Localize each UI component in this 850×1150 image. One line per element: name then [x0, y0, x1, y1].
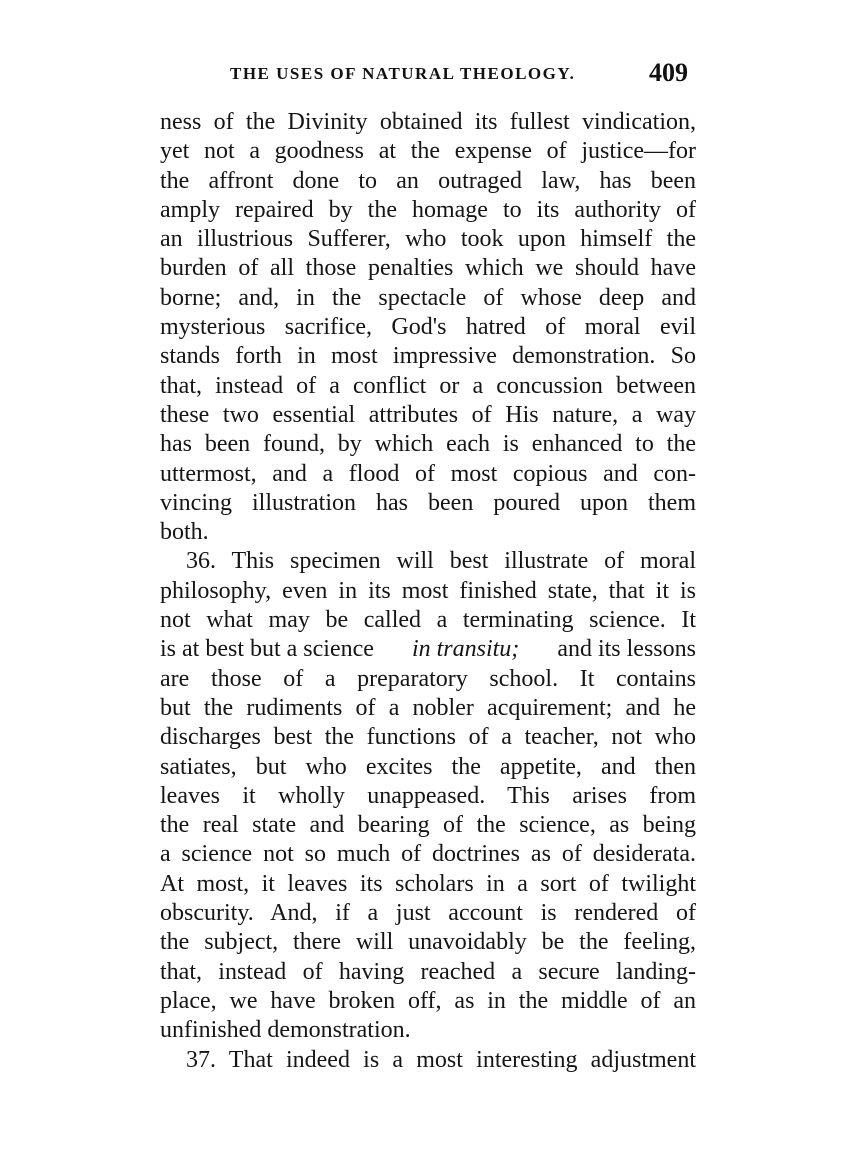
text-line: place, we have broken off, as in the middle of an — [160, 987, 696, 1014]
text-line: ness of the Divinity obtained its fullest vindication, — [160, 109, 696, 135]
text-line: both. — [160, 519, 209, 546]
text-line: an illustrious Sufferer, who took upon himself the — [160, 226, 696, 253]
text-line: are those of a preparatory school. It contains — [160, 665, 696, 692]
body-text — [160, 108, 696, 1075]
text-line: borne; and, in the spectacle of whose deep and — [160, 284, 696, 311]
text-line: philosophy, even in its most finished state, that it is — [160, 577, 696, 604]
text-line: discharges best the functions of a teacher, not who — [160, 724, 696, 751]
text-line: a science not so much of doctrines as of desiderata. — [160, 841, 696, 868]
paragraph-37-start: 37. That indeed is a most interesting adjustment — [186, 1046, 696, 1073]
text-line: leaves it wholly unappeased. This arises from — [160, 782, 696, 809]
text-line: mysterious sacrifice, God's hatred of moral evil — [160, 314, 696, 341]
text-line: amply repaired by the homage to its authority of — [160, 196, 696, 223]
text-line: the real state and bearing of the science, as being — [160, 812, 696, 839]
text-line: burden of all those penalties which we should have — [160, 255, 696, 282]
text-line-mixed — [160, 635, 696, 664]
text-line: not what may be called a terminating science. It — [160, 607, 696, 634]
text-line: uttermost, and a flood of most copious and con- — [160, 460, 696, 487]
text-line: obscurity. And, if a just account is rendered of — [160, 900, 696, 927]
italic-phrase: in transitu; — [411, 636, 520, 663]
paragraph-36-start: 36. This specimen will best illustrate of moral — [186, 548, 696, 575]
text-line: yet not a goodness at the expense of justice—for — [160, 138, 696, 165]
text-fragment: and its lessons — [557, 636, 696, 663]
text-line-with-italic — [160, 635, 696, 664]
text-line: the subject, there will unavoidably be the feeling, — [160, 929, 696, 956]
text-line: stands forth in most impressive demonstration. So — [160, 343, 696, 370]
text-fragment: is at best but a science — [160, 636, 374, 663]
text-line: At most, it leaves its scholars in a sort of twilight — [160, 870, 696, 897]
running-head — [160, 58, 700, 94]
text-line: has been found, by which each is enhanced to the — [160, 431, 696, 458]
text-line: unfinished demonstration. — [160, 1017, 411, 1044]
text-line: but the rudiments of a nobler acquirement; and he — [160, 694, 696, 721]
text-line: satiates, but who excites the appetite, and then — [160, 753, 696, 780]
text-line: vincing illustration has been poured upon them — [160, 489, 696, 516]
page-number: 409 — [649, 58, 688, 87]
text-line: that, instead of a conflict or a concussion between — [160, 372, 696, 399]
text-line: the affront done to an outraged law, has been — [160, 167, 696, 194]
running-title: THE USES OF NATURAL THEOLOGY. — [230, 64, 576, 83]
text-line: these two essential attributes of His nature, a way — [160, 401, 696, 428]
text-line: that, instead of having reached a secure landing- — [160, 958, 696, 985]
